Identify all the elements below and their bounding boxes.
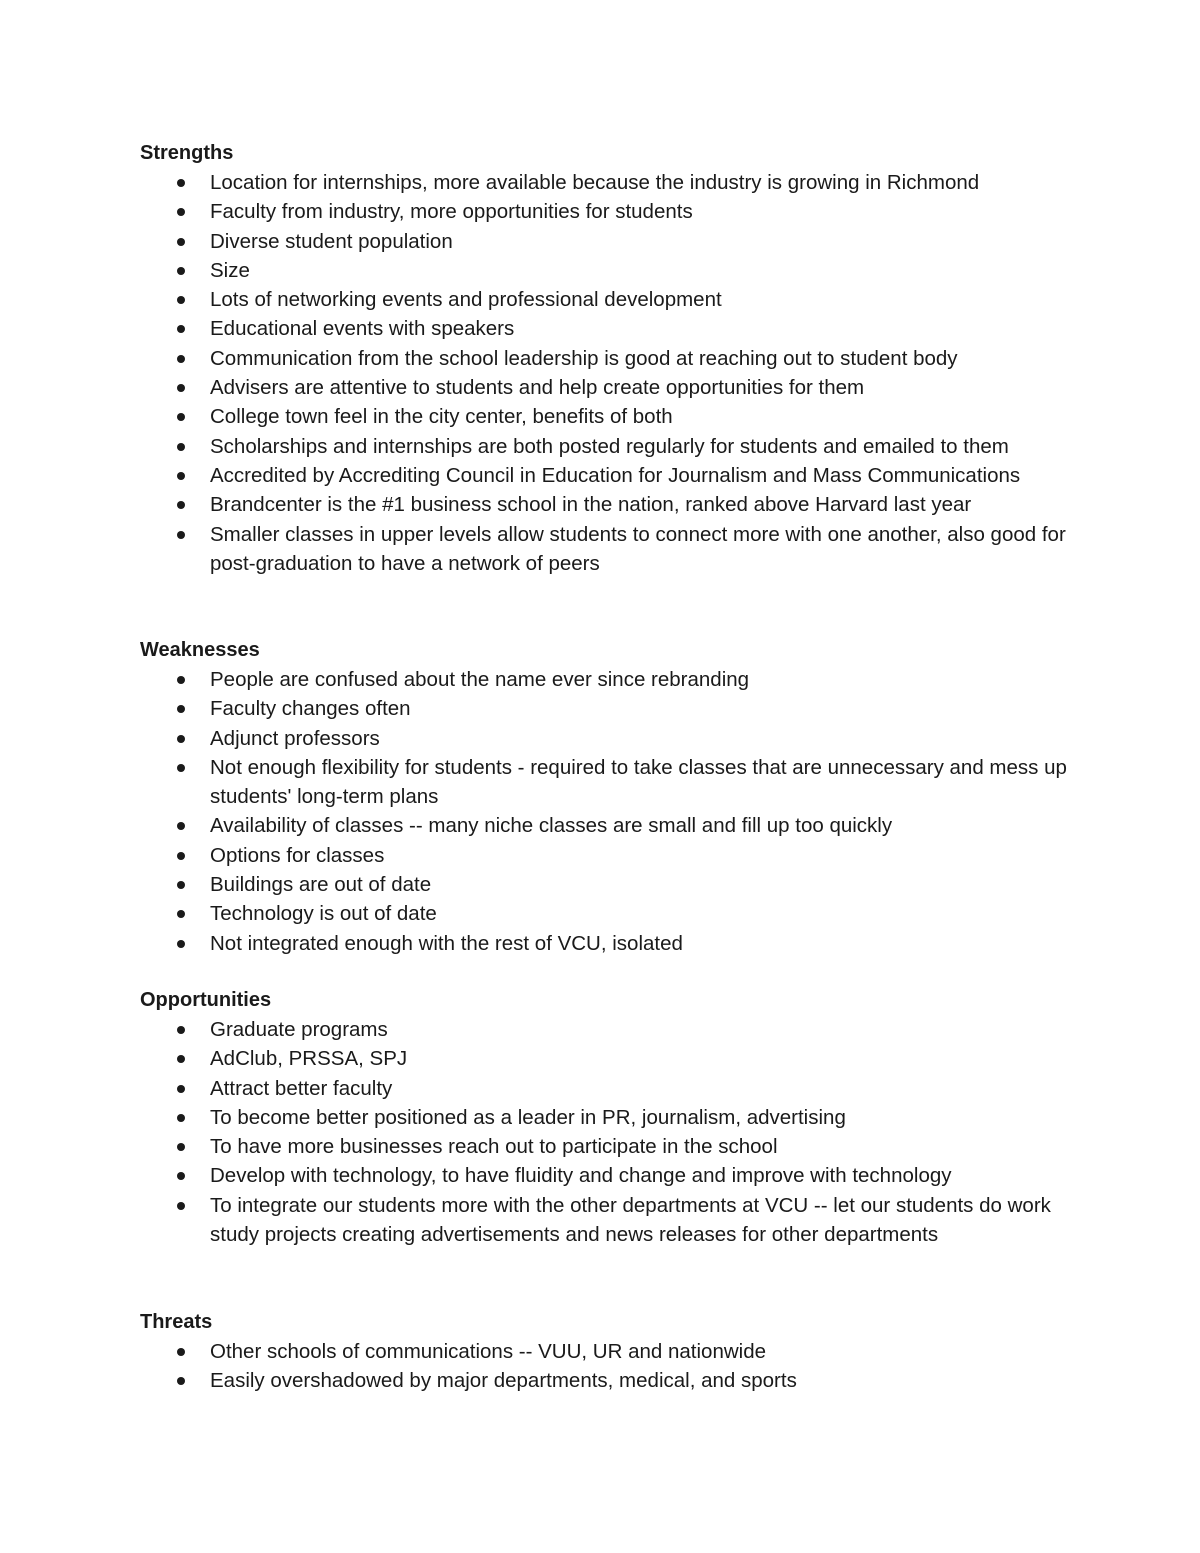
bullet-icon — [177, 1377, 185, 1385]
bullet-icon — [177, 208, 185, 216]
weaknesses-heading: Weaknesses — [140, 639, 260, 661]
list-item: Diverse student population — [140, 227, 1070, 256]
list-item: Not integrated enough with the rest of VCU, isolated — [140, 929, 1070, 958]
list-item: To become better positioned as a leader in PR, journalism, advertising — [140, 1103, 1070, 1132]
list-item: College town feel in the city center, benefits of both — [140, 402, 1070, 431]
bullet-icon — [177, 267, 185, 275]
list-item: Advisers are attentive to students and help create opportunities for them — [140, 373, 1070, 402]
bullet-icon — [177, 501, 185, 509]
bullet-icon — [177, 413, 185, 421]
list-item: Faculty from industry, more opportunities for students — [140, 197, 1070, 226]
bullet-icon — [177, 676, 185, 684]
list-item: To integrate our students more with the other departments at VCU -- let our students do work study projects creating advertisements and news releases for other departments — [140, 1191, 1070, 1250]
bullet-icon — [177, 940, 185, 948]
bullet-icon — [177, 881, 185, 889]
list-item: Faculty changes often — [140, 694, 1070, 723]
bullet-icon — [177, 1143, 185, 1151]
bullet-icon — [177, 443, 185, 451]
strengths-heading: Strengths — [140, 142, 234, 164]
list-item: Options for classes — [140, 841, 1070, 870]
threats-heading: Threats — [140, 1311, 213, 1333]
list-item: Size — [140, 256, 1070, 285]
list-item: Smaller classes in upper levels allow students to connect more with one another, also good for post-graduation to have a network of peers — [140, 520, 1070, 579]
bullet-icon — [177, 764, 185, 772]
bullet-icon — [177, 238, 185, 246]
bullet-icon — [177, 531, 185, 539]
list-item: Scholarships and internships are both posted regularly for students and emailed to them — [140, 432, 1070, 461]
bullet-icon — [177, 1055, 185, 1063]
bullet-icon — [177, 852, 185, 860]
bullet-icon — [177, 1172, 185, 1180]
bullet-icon — [177, 1026, 185, 1034]
threats-list — [140, 1337, 1070, 1396]
threats-section — [140, 1308, 1070, 1396]
list-item: Brandcenter is the #1 business school in the nation, ranked above Harvard last year — [140, 490, 1070, 519]
opportunities-list — [140, 1015, 1070, 1249]
bullet-icon — [177, 296, 185, 304]
bullet-icon — [177, 705, 185, 713]
bullet-icon — [177, 355, 185, 363]
bullet-icon — [177, 822, 185, 830]
list-item: AdClub, PRSSA, SPJ — [140, 1044, 1070, 1073]
opportunities-section — [140, 986, 1070, 1249]
bullet-icon — [177, 910, 185, 918]
bullet-icon — [177, 179, 185, 187]
list-item: Develop with technology, to have fluidity and change and improve with technology — [140, 1161, 1070, 1190]
list-item: Technology is out of date — [140, 899, 1070, 928]
list-item: Accredited by Accrediting Council in Education for Journalism and Mass Communications — [140, 461, 1070, 490]
list-item: Communication from the school leadership is good at reaching out to student body — [140, 344, 1070, 373]
list-item: Attract better faculty — [140, 1074, 1070, 1103]
bullet-icon — [177, 1085, 185, 1093]
bullet-icon — [177, 1348, 185, 1356]
list-item: To have more businesses reach out to participate in the school — [140, 1132, 1070, 1161]
strengths-list — [140, 168, 1070, 578]
list-item: Buildings are out of date — [140, 870, 1070, 899]
bullet-icon — [177, 325, 185, 333]
weaknesses-list — [140, 665, 1070, 958]
bullet-icon — [177, 1202, 185, 1210]
weaknesses-section — [140, 636, 1070, 958]
strengths-section — [140, 139, 1070, 578]
list-item: Other schools of communications -- VUU, UR and nationwide — [140, 1337, 1070, 1366]
opportunities-heading: Opportunities — [140, 989, 272, 1011]
bullet-icon — [177, 1114, 185, 1122]
list-item: Availability of classes -- many niche classes are small and fill up too quickly — [140, 811, 1070, 840]
bullet-icon — [177, 472, 185, 480]
list-item: Graduate programs — [140, 1015, 1070, 1044]
list-item: People are confused about the name ever since rebranding — [140, 665, 1070, 694]
bullet-icon — [177, 735, 185, 743]
list-item: Not enough flexibility for students - required to take classes that are unnecessary and mess up students' long-term plans — [140, 753, 1070, 812]
list-item: Lots of networking events and professional development — [140, 285, 1070, 314]
list-item: Location for internships, more available because the industry is growing in Richmond — [140, 168, 1070, 197]
list-item: Easily overshadowed by major departments, medical, and sports — [140, 1366, 1070, 1395]
list-item: Educational events with speakers — [140, 314, 1070, 343]
bullet-icon — [177, 384, 185, 392]
list-item: Adjunct professors — [140, 724, 1070, 753]
